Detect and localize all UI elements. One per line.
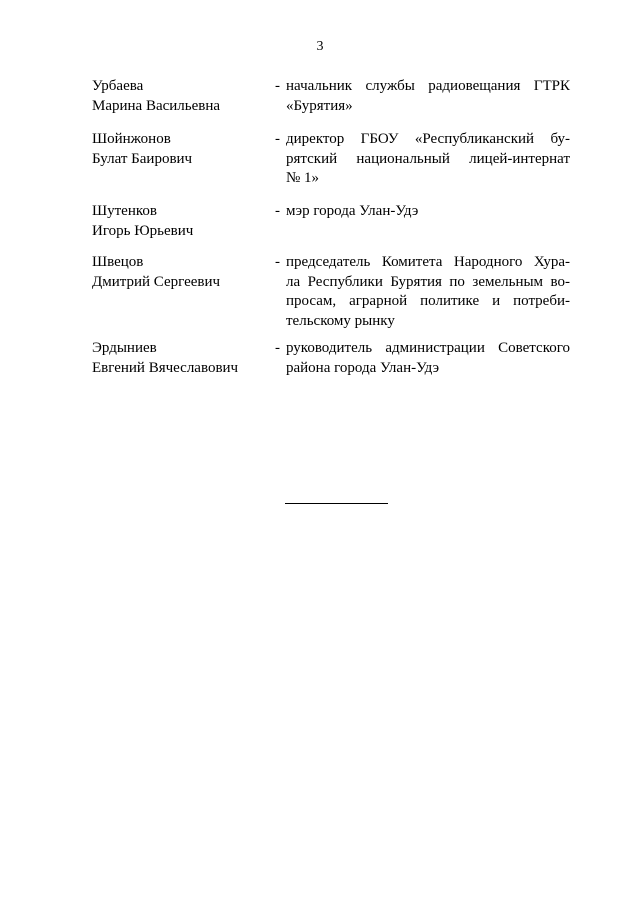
role-line: тельскому рынку: [286, 312, 395, 329]
member-name: [92, 77, 272, 116]
role-line: директор ГБОУ «Республиканский бу-: [286, 131, 570, 147]
separator-dash: -: [275, 131, 280, 147]
role-line: руководитель администрации Советского: [286, 340, 570, 356]
member-given-names: Игорь Юрьевич: [92, 222, 194, 239]
member-given-names: Евгений Вячеславович: [92, 359, 239, 376]
role-line: района города Улан-Удэ: [286, 359, 440, 376]
member-name: [92, 253, 272, 292]
separator-dash: -: [275, 203, 280, 219]
member-given-names: Марина Васильевна: [92, 97, 221, 114]
member-name: [92, 202, 272, 241]
separator-dash: -: [275, 254, 280, 270]
member-name: [92, 130, 272, 169]
role-line: ла Республики Бурятия по земельным во-: [286, 273, 570, 290]
role-line: мэр города Улан-Удэ: [286, 203, 419, 219]
role-line: рятский национальный лицей-интернат: [286, 150, 570, 167]
member-role: [286, 339, 570, 378]
member-surname: Шойнжонов: [92, 131, 171, 147]
member-role: [286, 77, 570, 116]
page-number: 3: [316, 39, 324, 54]
role-line: № 1»: [286, 170, 320, 186]
member-surname: Эрдыниев: [92, 340, 157, 356]
role-line: просам, аграрной политике и потреби-: [286, 293, 570, 309]
end-divider-line: [285, 503, 388, 504]
separator-dash: -: [275, 78, 280, 94]
role-line: председатель Комитета Народного Хура-: [286, 254, 570, 270]
separator-dash: -: [275, 340, 280, 356]
member-given-names: Дмитрий Сергеевич: [92, 273, 221, 290]
role-line: «Бурятия»: [286, 97, 353, 114]
member-role: [286, 202, 570, 222]
member-given-names: Булат Баирович: [92, 150, 193, 167]
member-surname: Швецов: [92, 254, 144, 270]
member-role: [286, 130, 570, 189]
member-surname: Урбаева: [92, 78, 144, 94]
member-surname: Шутенков: [92, 203, 157, 219]
member-role: [286, 253, 570, 331]
member-name: [92, 339, 272, 378]
role-line: начальник службы радиовещания ГТРК: [286, 78, 570, 94]
